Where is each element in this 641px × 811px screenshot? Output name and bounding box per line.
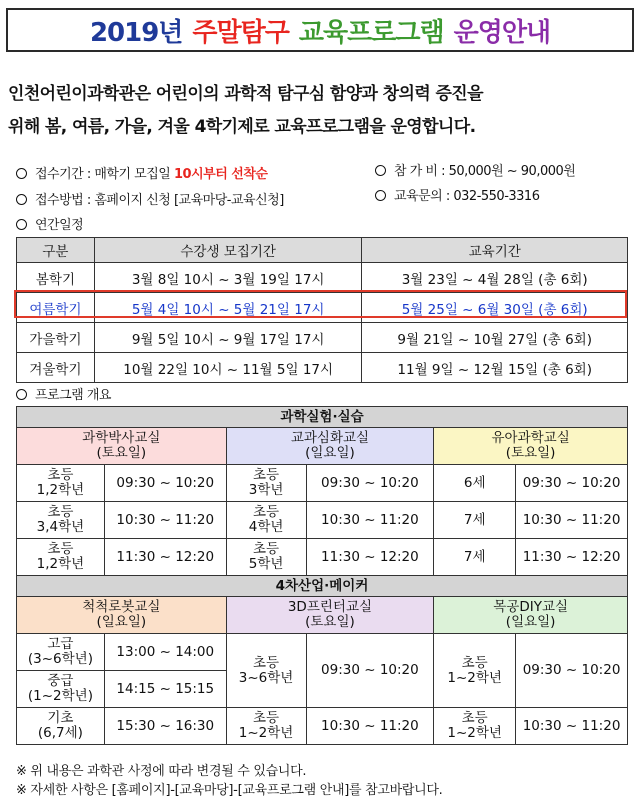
- bullet-circle-icon: [16, 219, 27, 230]
- recruit-period: 5월 4일 10시 ~ 5월 21일 17시: [94, 293, 362, 323]
- grade-cell: [226, 465, 306, 502]
- room-header: [434, 428, 628, 465]
- room-day: (일요일): [305, 445, 355, 461]
- grade-label: 초등: [47, 541, 74, 557]
- method-info: [16, 189, 284, 208]
- room-name: 척척로봇교실: [82, 599, 161, 615]
- time-cell: 15:30 ~ 16:30: [104, 708, 226, 745]
- bullet-circle-icon: [375, 190, 386, 201]
- grade-label: 초등: [253, 710, 280, 726]
- science-section-title: 과학실험·실습: [17, 407, 628, 428]
- program-table: [16, 406, 628, 745]
- grade-cell: [226, 708, 306, 745]
- inquiry-text: 교육문의 : 032-550-3316: [394, 189, 540, 204]
- grade-label: 중급: [47, 673, 74, 689]
- maker-section-title: 4차산업·메이커: [17, 576, 628, 597]
- grade-cell: [226, 502, 306, 539]
- grade-cell: [226, 539, 306, 576]
- table-row: [17, 323, 628, 353]
- grade-cell: [17, 539, 105, 576]
- education-period: 11월 9일 ~ 12월 15일 (총 6회): [362, 353, 628, 383]
- reception-highlight: 10시부터 선착순: [174, 167, 268, 182]
- grade-cell: [17, 634, 105, 671]
- term-name: 가을학기: [17, 323, 95, 353]
- bullet-circle-icon: [16, 168, 27, 179]
- grade-detail: 5학년: [248, 556, 284, 572]
- schedule-table: [16, 237, 628, 383]
- room-name: 교과심화교실: [290, 430, 370, 446]
- grade-detail: 1~2학년: [447, 669, 502, 686]
- time-cell: 10:30 ~ 11:20: [104, 502, 226, 539]
- grade-cell: [434, 634, 516, 708]
- grade-detail: 4학년: [248, 519, 284, 535]
- fee-info: [375, 160, 575, 179]
- term-name: 여름학기: [17, 293, 95, 323]
- grade-detail: 1~2학년: [238, 725, 294, 741]
- time-cell: 10:30 ~ 11:20: [516, 502, 628, 539]
- intro-line-2: 위해 봄, 여름, 가을, 겨울 4학기제로 교육프로그램을 운영합니다.: [8, 117, 476, 137]
- overview-label: 프로그램 개요: [35, 388, 111, 403]
- time-cell: 09:30 ~ 10:20: [104, 465, 226, 502]
- grade-label: 초등: [253, 467, 280, 483]
- method-text: 접수방법 : 홈페이지 신청 [교육마당-교육신청]: [35, 193, 284, 208]
- grade-cell: [17, 502, 105, 539]
- grade-label: 초등: [253, 654, 280, 671]
- grade-label: 초등: [253, 504, 280, 520]
- table-row: [17, 708, 628, 745]
- table-row: [17, 353, 628, 383]
- term-name: 봄학기: [17, 263, 95, 293]
- grade-label: 초등: [461, 710, 488, 726]
- page-title: [6, 8, 634, 52]
- time-cell: 09:30 ~ 10:20: [516, 634, 628, 708]
- grade-label: 고급: [47, 636, 74, 652]
- room-day: (토요일): [305, 614, 355, 630]
- table-row: [17, 263, 628, 293]
- title-program: 교육프로그램: [298, 17, 444, 48]
- intro-text: [8, 78, 636, 144]
- room-header: [434, 597, 628, 634]
- fee-text: 참 가 비 : 50,000원 ~ 90,000원: [394, 164, 576, 179]
- room-day: (일요일): [96, 614, 147, 630]
- table-row: [17, 502, 628, 539]
- table-row: [17, 465, 628, 502]
- education-period: 3월 23일 ~ 4월 28일 (총 6회): [362, 263, 628, 293]
- grade-detail: 1,2학년: [36, 482, 85, 498]
- grade-cell: [17, 465, 105, 502]
- room-name: 유아과학교실: [491, 430, 570, 446]
- grade-detail: 3학년: [248, 482, 284, 498]
- title-year: 2019년: [89, 17, 183, 48]
- section-header: [17, 576, 628, 597]
- time-cell: 09:30 ~ 10:20: [306, 634, 434, 708]
- title-guide: 운영안내: [453, 17, 551, 48]
- reception-label: 접수기간 : 매학기 모집일: [35, 167, 174, 182]
- room-day: (토요일): [505, 445, 556, 461]
- title-weekend: 주말탐구: [192, 17, 289, 48]
- reception-info: [16, 163, 267, 182]
- room-day: (토요일): [96, 445, 147, 461]
- grade-cell: [434, 708, 516, 745]
- grade-cell: [17, 708, 105, 745]
- annual-heading: [16, 214, 83, 233]
- grade-label: 초등: [47, 467, 74, 483]
- grade-label: 기초: [47, 710, 74, 726]
- grade-label: 초등: [461, 654, 488, 671]
- grade-detail: 3,4학년: [36, 519, 85, 535]
- time-cell: 14:15 ~ 15:15: [104, 671, 226, 708]
- room-name: 목공DIY교실: [493, 599, 569, 615]
- education-period: 5월 25일 ~ 6월 30일 (총 6회): [362, 293, 628, 323]
- grade-detail: (6,7세): [37, 725, 83, 741]
- recruit-period: 3월 8일 10시 ~ 3월 19일 17시: [94, 263, 362, 293]
- time-cell: 10:30 ~ 11:20: [306, 708, 434, 745]
- header-recruit: 수강생 모집기간: [94, 238, 362, 263]
- room-header: [17, 428, 227, 465]
- bullet-circle-icon: [375, 165, 386, 176]
- time-cell: 13:00 ~ 14:00: [104, 634, 226, 671]
- table-row: [17, 634, 628, 671]
- room-header: [17, 597, 227, 634]
- grade-cell: 7세: [434, 502, 516, 539]
- header-term: 구분: [17, 238, 95, 263]
- section-header: [17, 407, 628, 428]
- inquiry-info: [375, 185, 539, 204]
- grade-cell: [17, 671, 105, 708]
- footnote: ※ 위 내용은 과학관 사정에 따라 변경될 수 있습니다.: [16, 764, 307, 779]
- time-cell: 11:30 ~ 12:20: [516, 539, 628, 576]
- time-cell: 11:30 ~ 12:20: [306, 539, 434, 576]
- schedule-header-row: [17, 238, 628, 263]
- recruit-period: 10월 22일 10시 ~ 11월 5일 17시: [94, 353, 362, 383]
- grade-cell: 6세: [434, 465, 516, 502]
- intro-line-1: 인천어린이과학관은 어린이의 과학적 탐구심 함양과 창의력 증진을: [8, 84, 483, 104]
- overview-heading: [16, 384, 111, 403]
- grade-detail: 3~6학년: [238, 669, 294, 686]
- time-cell: 10:30 ~ 11:20: [306, 502, 434, 539]
- room-header-row: [17, 597, 628, 634]
- room-name: 과학박사교실: [82, 430, 161, 446]
- grade-label: 초등: [47, 504, 74, 520]
- grade-label: 초등: [253, 541, 280, 557]
- time-cell: 10:30 ~ 11:20: [516, 708, 628, 745]
- room-name: 3D프린터교실: [287, 599, 373, 615]
- grade-detail: 1,2학년: [36, 556, 85, 572]
- table-row: [17, 539, 628, 576]
- footnote: ※ 자세한 사항은 [홈페이지]-[교육마당]-[교육프로그램 안내]를 참고바랍니다.: [16, 783, 443, 798]
- grade-detail: (3~6학년): [27, 651, 93, 667]
- annual-label: 연간일정: [35, 218, 84, 233]
- time-cell: 11:30 ~ 12:20: [104, 539, 226, 576]
- room-header-row: [17, 428, 628, 465]
- time-cell: 09:30 ~ 10:20: [516, 465, 628, 502]
- room-header: [226, 428, 434, 465]
- header-period: 교육기간: [362, 238, 628, 263]
- bullet-circle-icon: [16, 194, 27, 205]
- room-day: (일요일): [505, 614, 556, 630]
- bullet-circle-icon: [16, 389, 27, 400]
- table-row: [17, 293, 628, 323]
- grade-detail: 1~2학년: [447, 725, 502, 741]
- grade-cell: 7세: [434, 539, 516, 576]
- time-cell: 09:30 ~ 10:20: [306, 465, 434, 502]
- grade-cell: [226, 634, 306, 708]
- recruit-period: 9월 5일 10시 ~ 9월 17일 17시: [94, 323, 362, 353]
- footnotes: [16, 762, 442, 800]
- room-header: [226, 597, 434, 634]
- term-name: 겨울학기: [17, 353, 95, 383]
- education-period: 9월 21일 ~ 10월 27일 (총 6회): [362, 323, 628, 353]
- grade-detail: (1~2학년): [27, 688, 93, 704]
